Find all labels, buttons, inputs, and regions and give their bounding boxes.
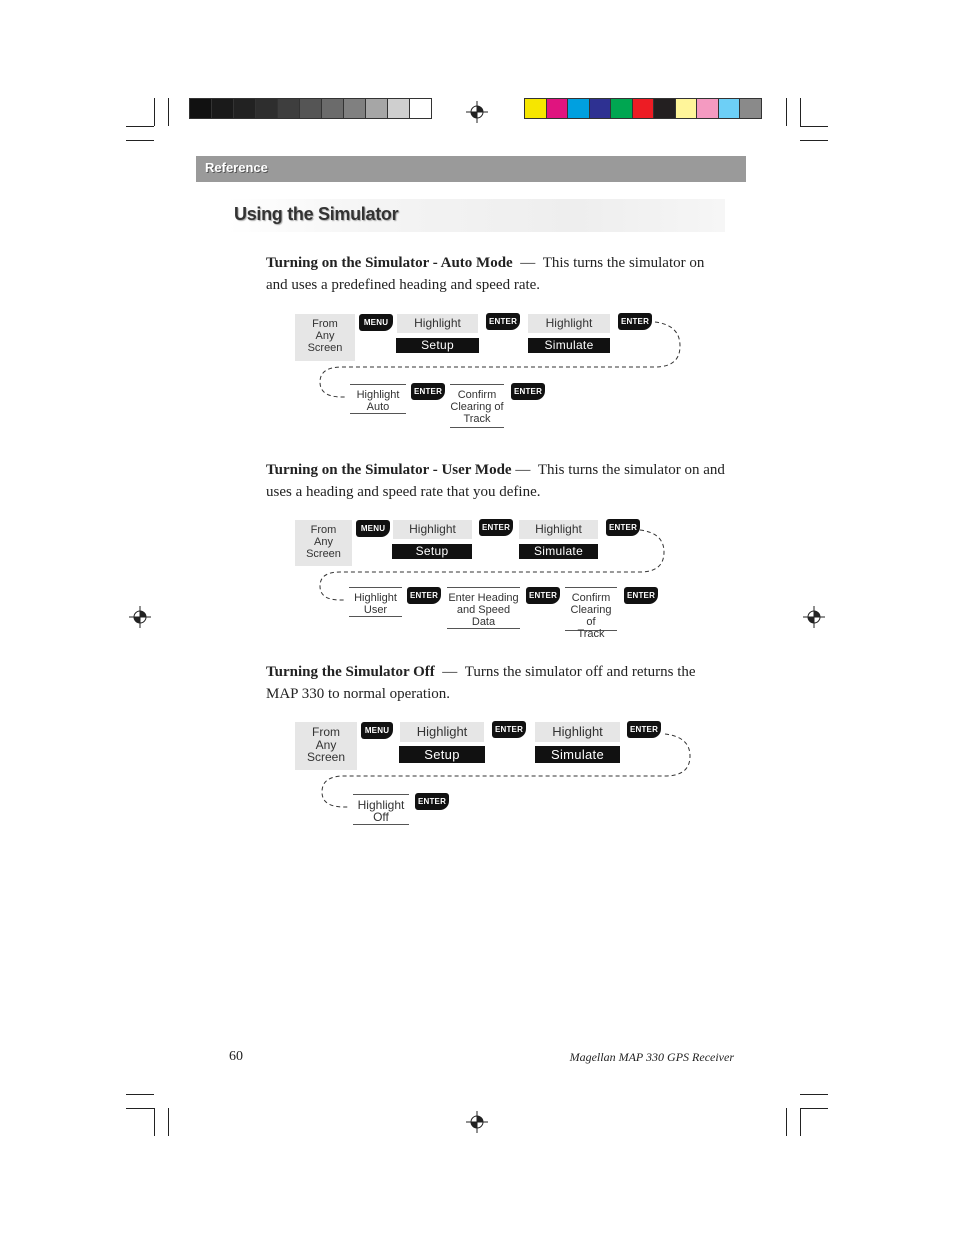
color-swatch (387, 98, 410, 119)
menu-item-simulate: Simulate (519, 544, 598, 559)
color-swatch (365, 98, 388, 119)
color-swatch (211, 98, 234, 119)
color-swatch (610, 98, 633, 119)
enter-key[interactable]: ENTER (415, 793, 449, 810)
section-heading: Turning on the Simulator - User Mode (266, 462, 512, 478)
section-header-label: Reference (205, 160, 268, 175)
page-number: 60 (229, 1049, 243, 1064)
highlight-label: Highlight (535, 722, 620, 742)
section-heading: Turning the Simulator Off (266, 664, 435, 680)
enter-key[interactable]: ENTER (624, 587, 658, 604)
color-swatch (675, 98, 698, 119)
menu-item-setup: Setup (399, 746, 485, 763)
enter-key[interactable]: ENTER (627, 721, 661, 738)
enter-key[interactable]: ENTER (407, 587, 441, 604)
section-header-bar (196, 156, 746, 182)
color-swatch (696, 98, 719, 119)
highlight-label: Highlight (393, 520, 472, 539)
color-swatch (233, 98, 256, 119)
step-highlight-auto: Highlight Auto (350, 384, 406, 414)
menu-item-simulate: Simulate (535, 746, 620, 763)
color-swatch (321, 98, 344, 119)
from-any-screen-box: From Any Screen (295, 314, 355, 361)
enter-key[interactable]: ENTER (411, 383, 445, 400)
enter-key[interactable]: ENTER (486, 313, 520, 330)
highlight-label: Highlight (519, 520, 598, 539)
registration-mark-icon (803, 606, 825, 628)
color-swatch (718, 98, 741, 119)
highlight-label: Highlight (528, 314, 610, 333)
menu-item-simulate: Simulate (528, 338, 610, 353)
menu-item-setup: Setup (392, 544, 472, 559)
step-highlight-off: Highlight Off (353, 794, 409, 825)
color-swatch (546, 98, 569, 119)
menu-item-setup: Setup (396, 338, 479, 353)
step-confirm-clearing-track: Confirm Clearing of Track (565, 587, 617, 631)
color-swatch (524, 98, 547, 119)
step-confirm-clearing-track: Confirm Clearing of Track (450, 384, 504, 428)
menu-key[interactable]: MENU (356, 520, 390, 537)
step-enter-heading-speed: Enter Heading and Speed Data (447, 587, 520, 629)
color-swatch (299, 98, 322, 119)
step-highlight-user: Highlight User (349, 587, 402, 617)
enter-key[interactable]: ENTER (511, 383, 545, 400)
from-any-screen-box: From Any Screen (295, 722, 357, 770)
section-heading: Turning on the Simulator - Auto Mode (266, 255, 513, 271)
color-swatch (409, 98, 432, 119)
registration-mark-icon (129, 606, 151, 628)
section-off-text: Turning the Simulator Off — Turns the simulator off and returns the MAP 330 to normal operation. (266, 664, 696, 702)
color-swatch (567, 98, 590, 119)
menu-key[interactable]: MENU (359, 314, 393, 331)
color-swatch (343, 98, 366, 119)
color-swatch (739, 98, 762, 119)
color-swatch (589, 98, 612, 119)
page-title: Using the Simulator (234, 204, 399, 224)
section-auto-text: Turning on the Simulator - Auto Mode — This turns the simulator on and uses a predefined heading and speed rate. (266, 255, 705, 293)
color-swatch (632, 98, 655, 119)
enter-key[interactable]: ENTER (618, 313, 652, 330)
enter-key[interactable]: ENTER (606, 519, 640, 536)
color-swatch (255, 98, 278, 119)
enter-key[interactable]: ENTER (526, 587, 560, 604)
registration-mark-icon (466, 101, 488, 123)
enter-key[interactable]: ENTER (479, 519, 513, 536)
footer-product: Magellan MAP 330 GPS Receiver (569, 1050, 734, 1064)
highlight-label: Highlight (400, 722, 484, 742)
menu-key[interactable]: MENU (361, 722, 393, 739)
color-swatch (277, 98, 300, 119)
color-swatch (653, 98, 676, 119)
color-swatch (189, 98, 212, 119)
enter-key[interactable]: ENTER (492, 721, 526, 738)
registration-mark-icon (466, 1111, 488, 1133)
highlight-label: Highlight (397, 314, 478, 333)
section-user-text: Turning on the Simulator - User Mode — This turns the simulator on and uses a heading and speed rate that you define. (266, 462, 725, 500)
page-title-band (228, 199, 725, 232)
from-any-screen-box: From Any Screen (295, 520, 352, 566)
